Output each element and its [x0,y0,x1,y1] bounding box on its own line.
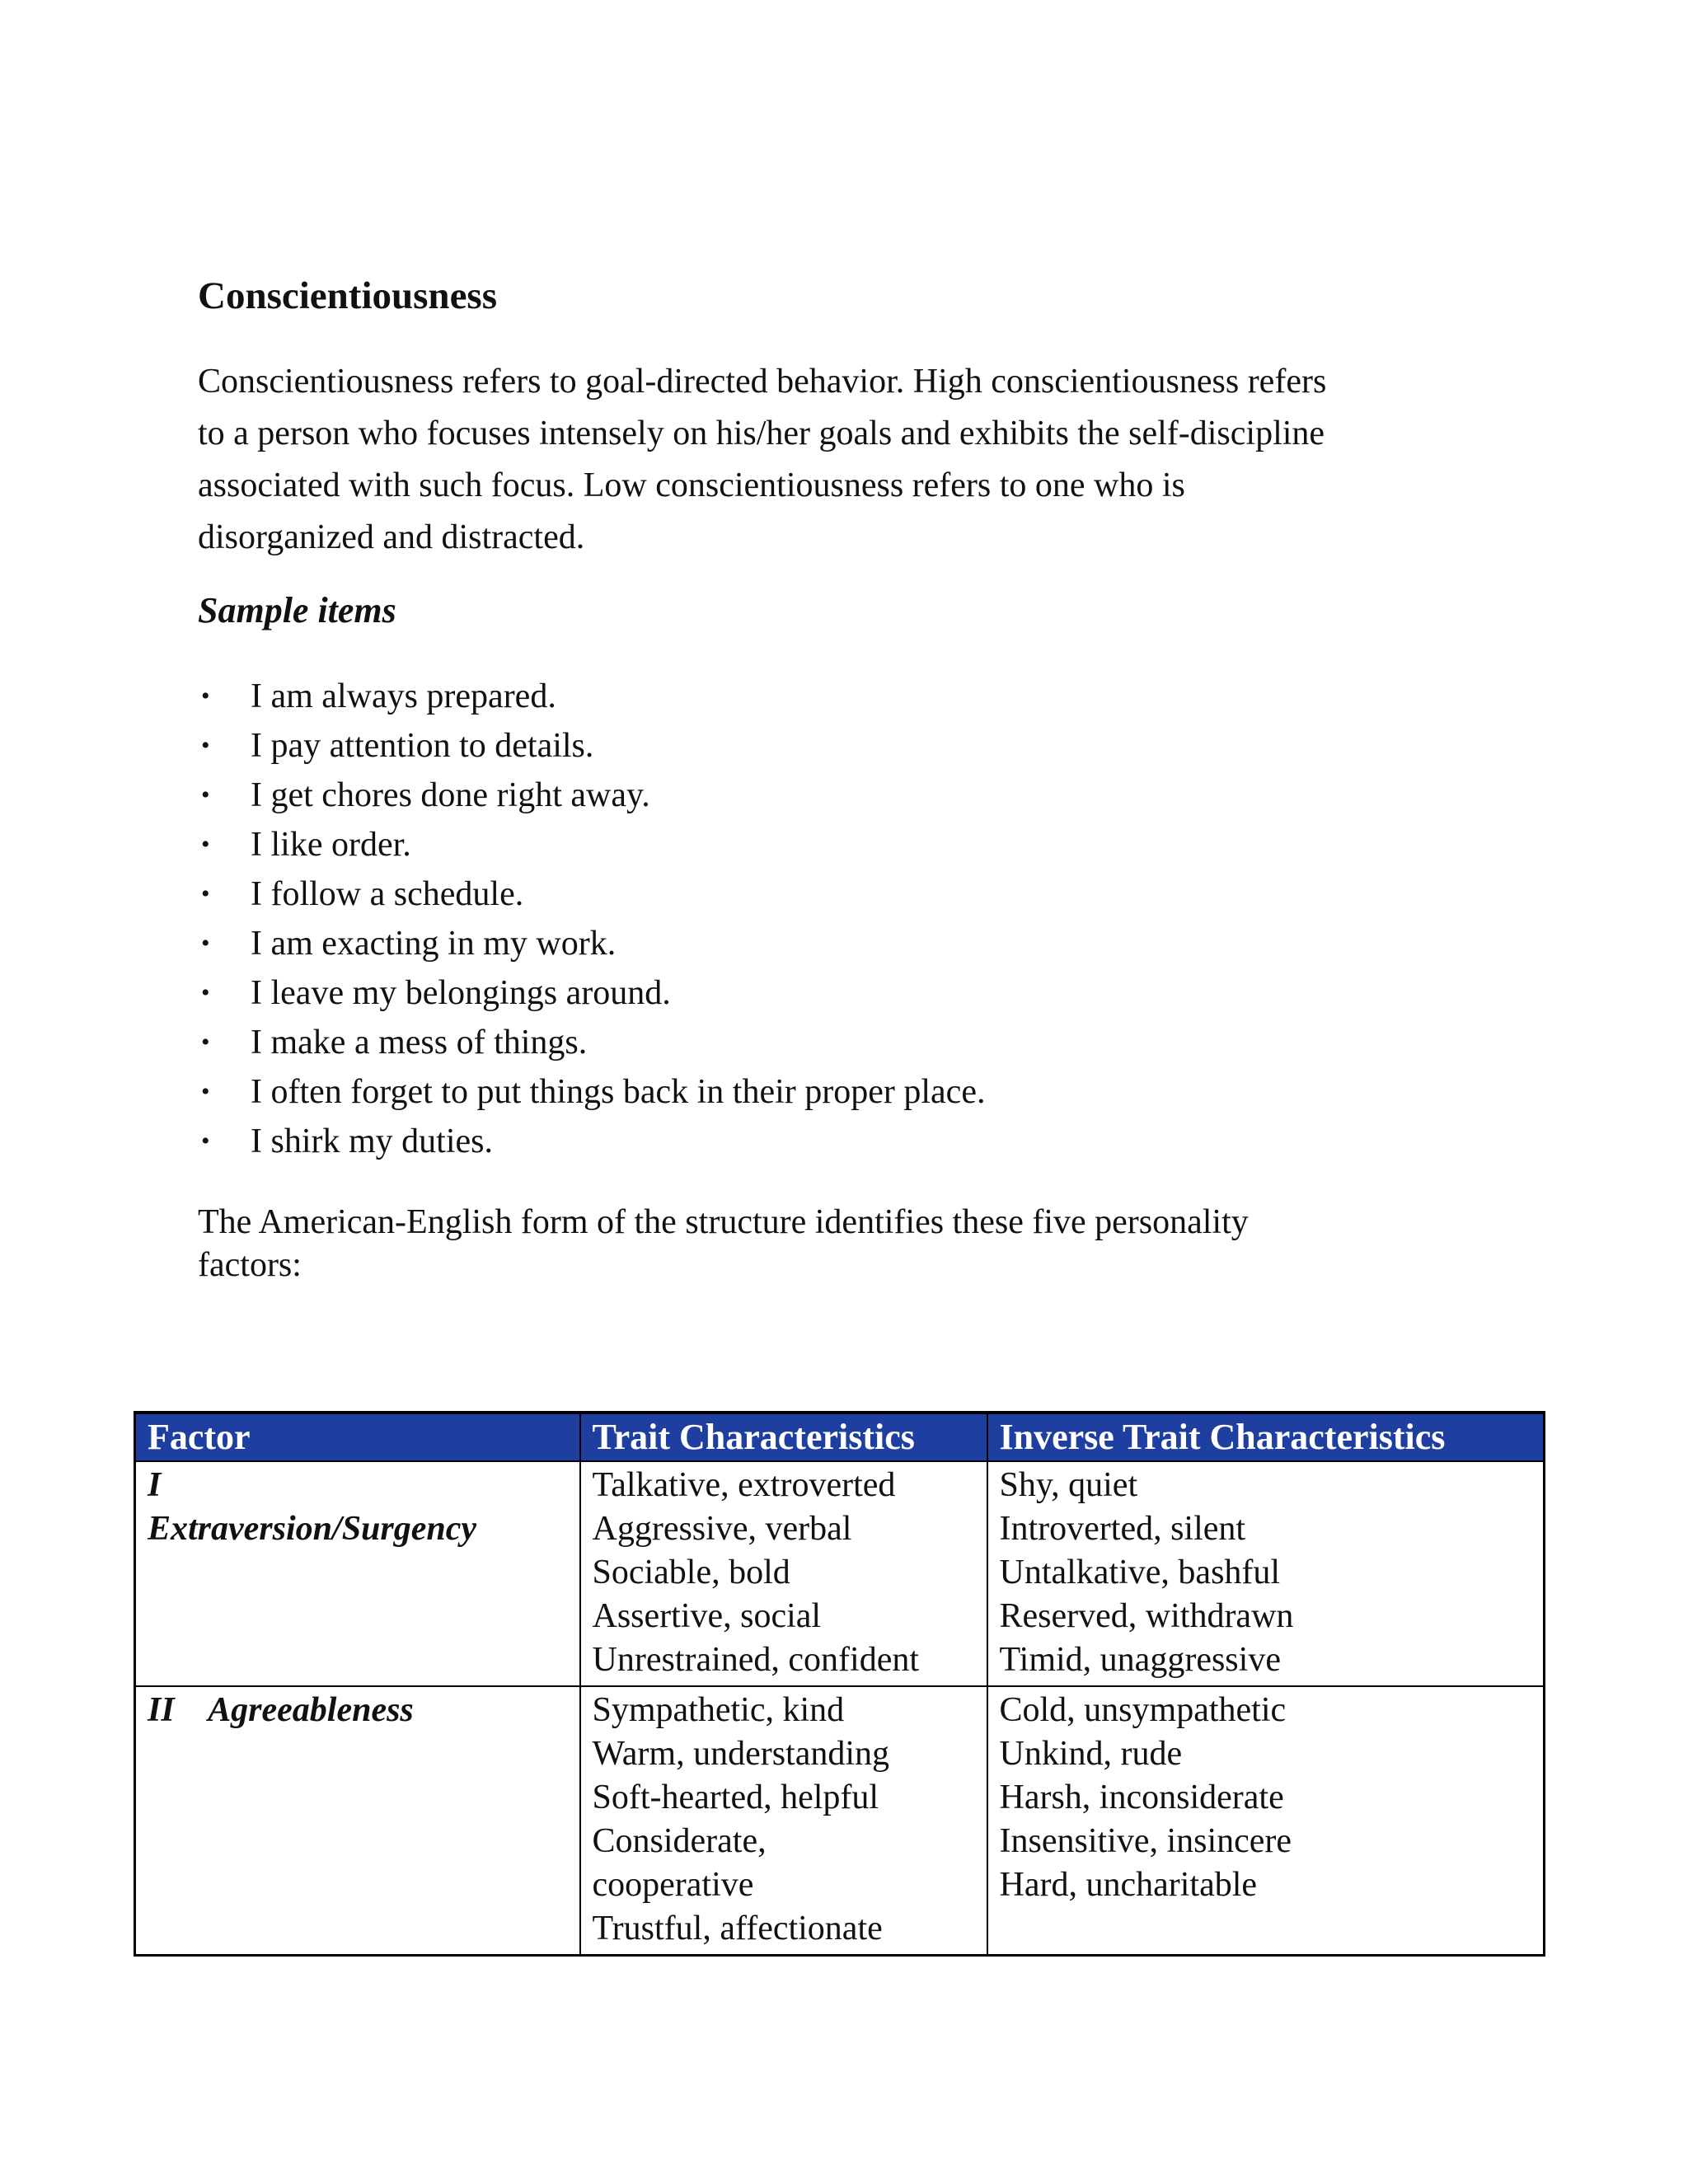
list-item-text: I leave my belongings around. [251,974,671,1012]
inverse-trait-item: Shy, quiet [999,1466,1138,1504]
trait-item: cooperative [592,1866,754,1904]
list-item [198,1018,985,1067]
section-heading: Conscientiousness [198,274,498,317]
list-item-text: I make a mess of things. [251,1024,588,1062]
sample-items-list [198,672,985,1166]
factor-cell [135,1461,580,1686]
intro-line: disorganized and distracted. [198,518,585,556]
inverse-trait-item: Timid, unaggressive [999,1641,1281,1679]
column-header-inverse: Inverse Trait Characteristics [987,1413,1545,1461]
factor-number: I [148,1466,162,1504]
bullet-icon: • [201,781,210,808]
list-item-text: I follow a schedule. [251,875,524,913]
list-item [198,869,985,919]
bullet-icon: • [201,732,210,759]
intro-line: Conscientiousness refers to goal-directed behavior. High conscientiousness refers [198,363,1327,401]
bullet-icon: • [201,930,210,957]
trait-item: Sociable, bold [592,1554,790,1591]
list-item [198,672,985,721]
inverse-trait-item: Unkind, rude [999,1735,1183,1773]
trait-item: Considerate, [592,1822,767,1860]
list-item [198,820,985,869]
list-item [198,919,985,968]
trait-cell [580,1461,987,1686]
table-row [135,1461,1545,1686]
table-header-row [135,1413,1545,1461]
bullet-icon: • [201,880,210,907]
summary-line: factors: [198,1246,302,1284]
intro-paragraph [198,356,1500,564]
trait-item: Unrestrained, confident [592,1641,920,1679]
inverse-trait-item: Cold, unsympathetic [999,1691,1287,1729]
list-item-text: I often forget to put things back in their proper place. [251,1073,986,1111]
inverse-trait-item: Harsh, inconsiderate [999,1779,1284,1816]
list-item-text: I am exacting in my work. [251,925,617,963]
intro-line: to a person who focuses intensely on his/her goals and exhibits the self-discipline [198,415,1325,452]
list-item-text: I like order. [251,826,411,864]
trait-item: Soft-hearted, helpful [592,1779,879,1816]
column-header-trait: Trait Characteristics [580,1413,987,1461]
list-item-text: I am always prepared. [251,677,556,715]
bullet-icon: • [201,831,210,858]
factor-label: II Agreeableness [148,1691,414,1729]
list-item [198,721,985,771]
bullet-icon: • [201,682,210,710]
table-row [135,1686,1545,1956]
list-item [198,968,985,1018]
bullet-icon: • [201,1029,210,1056]
list-item-text: I pay attention to details. [251,727,594,765]
summary-line: The American-English form of the structure identifies these five personality [198,1203,1249,1241]
trait-item: Warm, understanding [592,1735,890,1773]
inverse-trait-item: Insensitive, insincere [999,1822,1292,1860]
trait-item: Trustful, affectionate [592,1910,883,1947]
bullet-icon: • [201,979,210,1006]
inverse-trait-item: Hard, uncharitable [999,1866,1258,1904]
sample-items-heading: Sample items [198,590,396,630]
list-item-text: I shirk my duties. [251,1122,493,1160]
bullet-icon: • [201,1127,210,1155]
list-item [198,1067,985,1117]
inverse-trait-cell [987,1686,1545,1956]
personality-factors-table [134,1411,1545,1957]
list-item [198,771,985,820]
trait-item: Sympathetic, kind [592,1691,845,1729]
list-item [198,1117,985,1166]
inverse-trait-item: Introverted, silent [999,1510,1246,1548]
list-item-text: I get chores done right away. [251,776,650,814]
bullet-icon: • [201,1078,210,1105]
inverse-trait-item: Untalkative, bashful [999,1554,1281,1591]
factor-name: Extraversion/Surgency [148,1510,477,1548]
intro-line: associated with such focus. Low conscientiousness refers to one who is [198,466,1185,504]
summary-paragraph [198,1201,1434,1286]
inverse-trait-cell [987,1461,1545,1686]
trait-item: Talkative, extroverted [592,1466,896,1504]
trait-item: Assertive, social [592,1597,822,1635]
column-header-factor: Factor [135,1413,580,1461]
trait-item: Aggressive, verbal [592,1510,852,1548]
inverse-trait-item: Reserved, withdrawn [999,1597,1294,1635]
factor-cell [135,1686,580,1956]
trait-cell [580,1686,987,1956]
